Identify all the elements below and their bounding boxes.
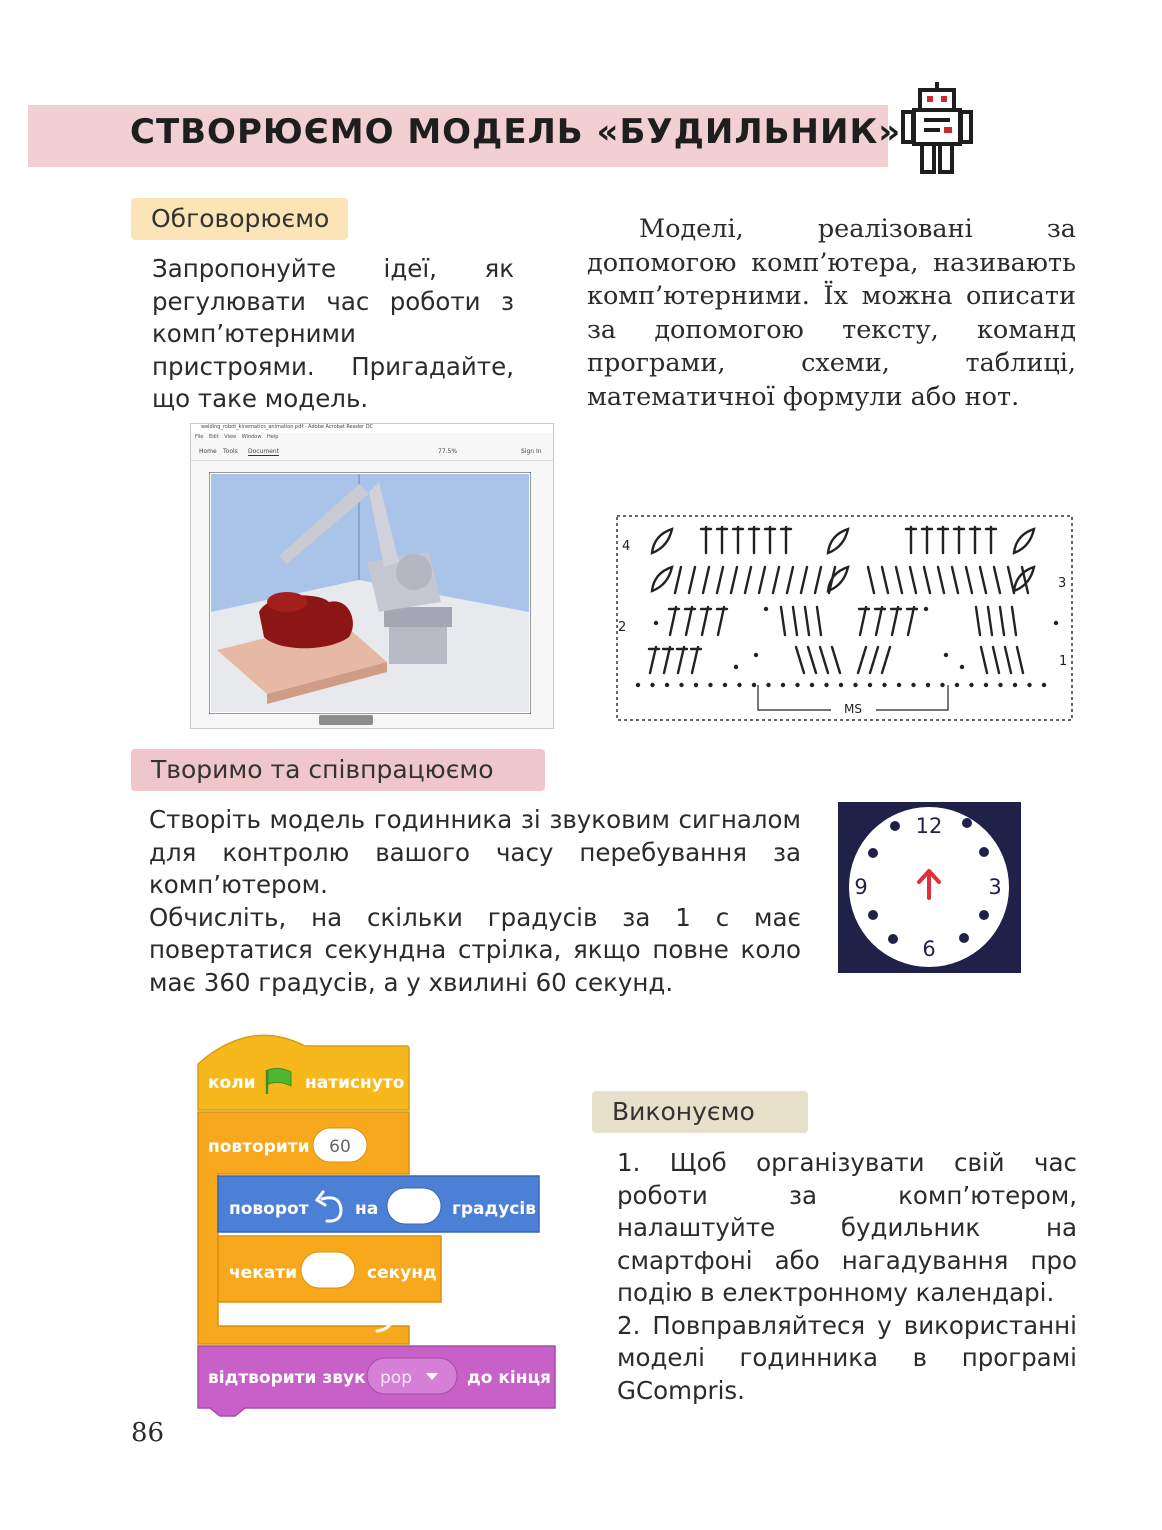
- crochet-chart: [616, 515, 1073, 721]
- section-label-do: Виконуємо: [592, 1091, 808, 1133]
- robot-icon: [900, 78, 974, 176]
- play-label-2: до кінця: [467, 1368, 551, 1388]
- row-number-2: 2: [618, 620, 627, 635]
- menu-window[interactable]: Window: [241, 434, 262, 440]
- create-text: [149, 804, 801, 999]
- play-label-1: відтворити звук: [208, 1368, 366, 1388]
- clock-image: [838, 802, 1021, 973]
- clock-number-12: 12: [915, 814, 943, 838]
- zoom-level[interactable]: 77.5%: [438, 448, 458, 455]
- robot-render: [209, 472, 531, 714]
- menu-view[interactable]: View: [224, 434, 237, 440]
- tab-home[interactable]: Home: [199, 448, 217, 455]
- page-controls[interactable]: [319, 715, 373, 725]
- repeat-label: повторити: [208, 1137, 310, 1157]
- menu-help[interactable]: Help: [267, 434, 279, 440]
- menu-edit[interactable]: Edit: [208, 434, 219, 440]
- do-text: [617, 1147, 1077, 1407]
- row-number-3: 3: [1058, 576, 1067, 591]
- page-number: 86: [131, 1418, 165, 1448]
- discuss-text: Запропонуйте ідеї, як регулювати час роботи з комп’ютерними пристроями. Пригадайте, що таке модель.: [152, 254, 514, 413]
- robot-screenshot: [190, 423, 554, 729]
- sound-select-value: pop: [380, 1368, 412, 1388]
- turn-label-2: на: [355, 1199, 379, 1219]
- do-item-2: 2. Повправляйтеся у використанні моделі годинника в програмі GCompris.: [617, 1310, 1077, 1405]
- repeat-count-value: 60: [329, 1137, 351, 1157]
- section-label-create: Творимо та співпрацюємо: [131, 749, 545, 791]
- turn-degrees-input[interactable]: [387, 1188, 441, 1224]
- do-item-1: 1. Щоб організувати свій час роботи за комп’ютером, налаштуйте будильник на смартфоні або нагадування про подію в електронному календарі.: [617, 1148, 1077, 1307]
- repeat-label: MS: [844, 702, 862, 716]
- row-number-1: 1: [1059, 654, 1068, 669]
- tab-document[interactable]: Document: [248, 448, 280, 455]
- wait-label-1: чекати: [229, 1263, 297, 1283]
- when-flag-label-2: натиснуто: [305, 1073, 405, 1093]
- window-title: welding_robot_kinematics_animation.pdf - Adobe Acrobat Reader DC: [191, 424, 553, 433]
- clock-number-9: 9: [854, 875, 868, 899]
- when-flag-label-1: коли: [208, 1073, 256, 1093]
- toolbar: [191, 442, 553, 461]
- clock-number-6: 6: [922, 937, 936, 961]
- wait-seconds-input[interactable]: [301, 1252, 355, 1288]
- page-title: СТВОРЮЄМО МОДЕЛЬ «БУДИЛЬНИК»: [130, 112, 902, 152]
- wait-label-2: секунд: [367, 1263, 437, 1283]
- intro-text: Моделі, реалізовані за допомогою комп’ютера, називають комп’ютерними. Їх можна описати за допомогою тексту, команд програми, схеми, таблиці, математичної формули або нот.: [587, 214, 1076, 412]
- section-label-discuss: Обговорюємо: [131, 198, 348, 240]
- create-text-2: Обчисліть, на скільки градусів за 1 с має повертатися секундна стрілка, якщо повне коло має 360 градусів, а у хвилині 60 секунд.: [149, 902, 801, 997]
- create-text-1: Створіть модель годинника зі звуковим сигналом для контролю вашого часу перебування за комп’ютером.: [149, 805, 801, 899]
- scratch-program: [195, 1024, 560, 1424]
- turn-label-1: поворот: [229, 1199, 309, 1219]
- tab-tools[interactable]: Tools: [223, 448, 238, 455]
- menu-file[interactable]: File: [195, 434, 204, 440]
- turn-label-3: градусів: [452, 1199, 536, 1219]
- sign-in-link[interactable]: Sign In: [521, 448, 542, 455]
- clock-number-3: 3: [988, 875, 1002, 899]
- menu-bar: [195, 434, 278, 440]
- row-number-4: 4: [622, 539, 631, 554]
